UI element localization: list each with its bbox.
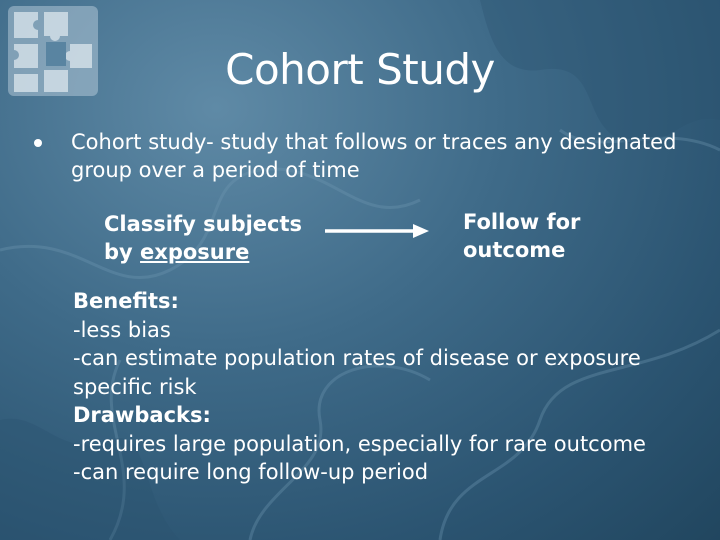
benefits-drawbacks — [73, 287, 693, 487]
arrow-right-icon — [325, 221, 430, 241]
bullet-text — [71, 128, 701, 184]
benefit-item: -less bias — [73, 317, 171, 342]
flow-right-line-2: outcome — [463, 238, 566, 262]
bullet-dot-icon — [34, 139, 42, 147]
flow-left-exposure: exposure — [140, 240, 250, 264]
bullet-line-1: Cohort study- study that follows or traces any designated — [71, 130, 677, 154]
benefit-item: -can estimate population rates of disease or exposure — [73, 346, 641, 370]
flow-left-line-1: Classify subjects — [104, 212, 303, 236]
slide-title: Cohort Study — [225, 45, 495, 94]
bullet-line-2: group over a period of time — [71, 158, 360, 182]
drawback-item: -can require long follow-up period — [73, 460, 429, 484]
flow-step-follow — [463, 208, 580, 264]
drawback-item: -requires large population, especially for rare outcome — [73, 431, 646, 456]
flow-step-classify — [104, 210, 302, 266]
flow-left-line-2 — [104, 238, 302, 266]
flow-left-prefix: by — [104, 240, 141, 264]
flow-right-line-1: Follow for — [463, 210, 581, 234]
drawbacks-heading: Drawbacks: — [73, 403, 211, 427]
benefits-heading: Benefits: — [73, 289, 179, 313]
benefit-item: specific risk — [73, 374, 197, 399]
